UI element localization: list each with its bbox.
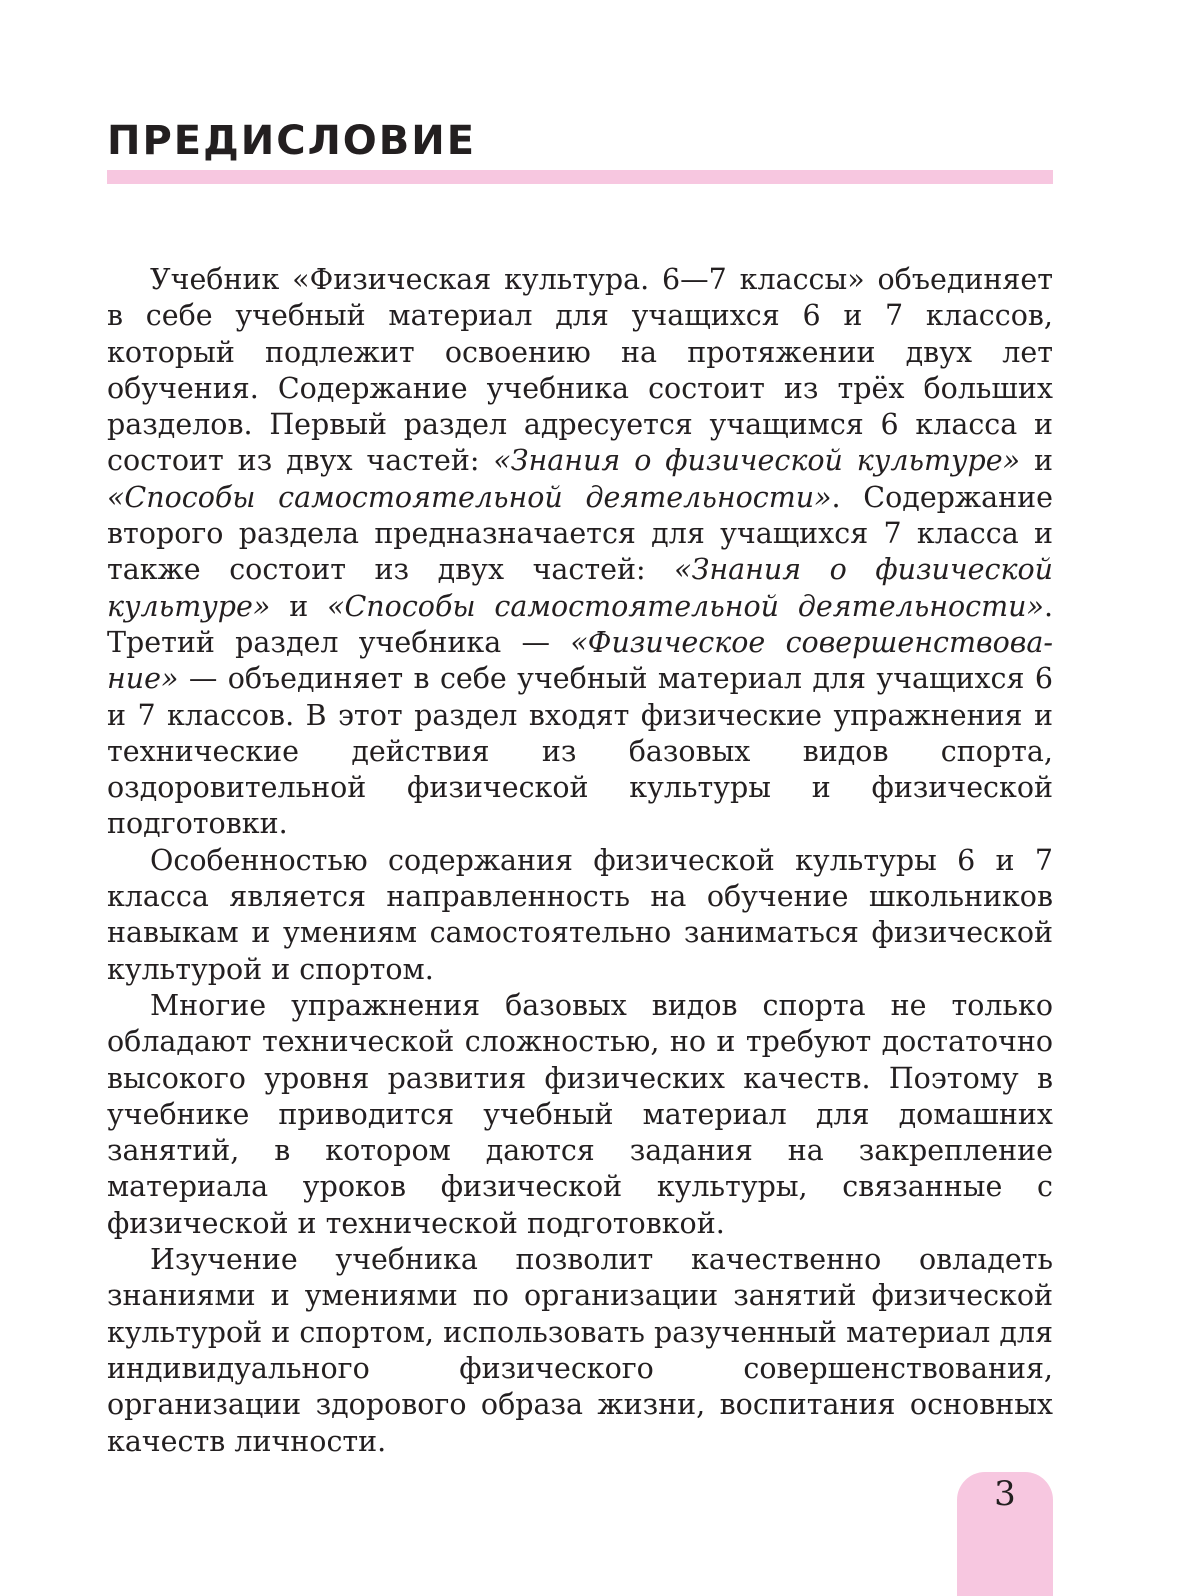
- page-number-tab: [957, 1472, 1053, 1596]
- paragraph-1: [107, 262, 1053, 843]
- p1-italic-knowledge-1: «Знания о физической культуре»: [493, 444, 1021, 478]
- paragraph-2: Особенностью содержания физической культуры 6 и 7 класса является направленность на обучение школьников навыкам и умениям самостоятельно заниматься физической культурой и спортом.: [107, 843, 1053, 986]
- p1-text-3: . Содержание второго раздела предназначается для учащихся 7 класса и также состоит из двух частей:: [107, 480, 1053, 587]
- preface-body: [107, 262, 1053, 1460]
- page-number: 3: [994, 1474, 1016, 1514]
- p1-italic-methods-1: «Способы самостоятельной деятельности»: [107, 480, 832, 514]
- p1-italic-methods-2: «Способы самостоятельной деятельности»: [327, 589, 1044, 623]
- paragraph-3: Многие упражнения базовых видов спорта не только обладают технической сложностью, но и требуют достаточно высокого уровня развития физических качеств. Поэтому в учебнике приводится учебный материал для домашних занятий, в котором даются задания на закрепление материала уроков физической культуры, связанные с физической и технической подготовкой.: [107, 988, 1053, 1240]
- title-underline-bar: [107, 170, 1053, 184]
- page-title: ПРЕДИСЛОВИЕ: [107, 118, 477, 164]
- paragraph-4: Изучение учебника позволит качественно овладеть знаниями и умениями по организации занятий физической культурой и спортом, использовать разученный материал для индивидуального физического совершенствования, организации здорового образа жизни, воспитания основных качеств личности.: [107, 1243, 1053, 1458]
- p1-italic-knowledge-2: «Знания о физической культуре»: [107, 553, 1053, 623]
- p1-italic-improvement: «Физическое совершенствование»: [107, 625, 1054, 696]
- p1-text-1: Учебник «Физическая культура. 6—7 классы» объединяет в себе учебный материал для учащихся 6 и 7 классов, который подлежит освоению на протяжении двух лет обучения. Содержание учебника состоит из трёх больших разделов. Первый раздел адресуется учащимся 6 класса и состоит из двух частей:: [107, 263, 1053, 478]
- p1-text-5: . Третий раздел учебника —: [107, 589, 1053, 659]
- p1-text-4: и: [270, 589, 328, 623]
- p1-text-6: — объединяет в себе учебный материал для учащихся 6 и 7 классов. В этот раздел входят физические упражнения и технические действия из базовых видов спорта, оздоровительной физической культуры и физической подготовки.: [107, 662, 1053, 841]
- p1-text-2: и: [1020, 444, 1053, 478]
